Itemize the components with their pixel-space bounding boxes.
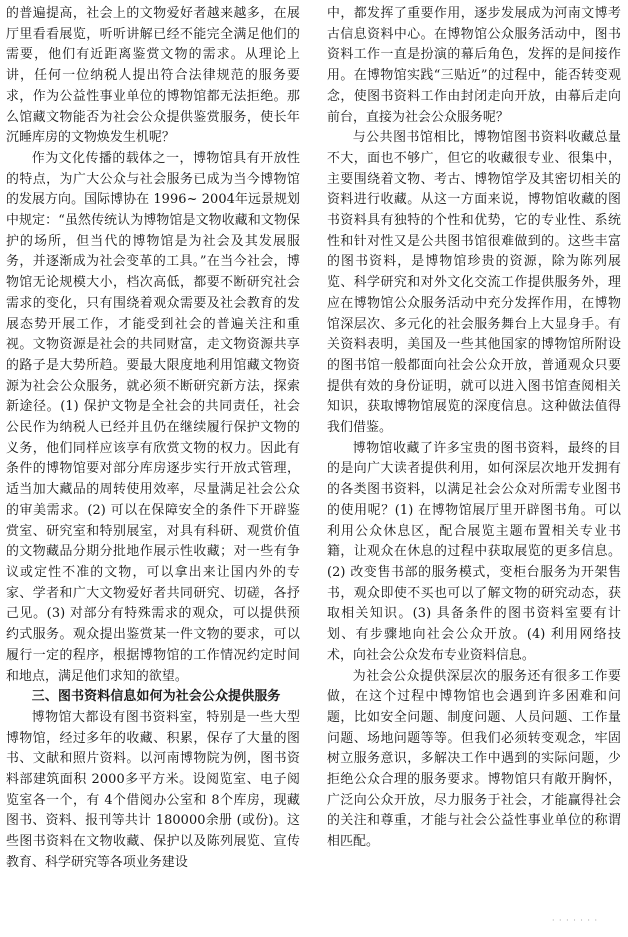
paragraph: 作为文化传播的载体之一，博物馆具有开放性的特点，为广大公众与社会服务已成为当今博物馆的发展方向。国际博协在 1996~ 2004年远景规划中规定：“虽然传统认为博物馆是文物收藏和文物保护的场所，但当代的博物馆是为社会及其发展服务，并逐渐成为社会变革的工具。”在当今社会，博物馆无论规模大小，档次高低，都要不断研究社会需求的变化，只有围绕着观众需要及社会教育的发展态势开展工作，才能受到社会的普遍关注和重视。文物资源是社会的共同财富，走文物资源共享的路子是大势所趋。要最大限度地利用馆藏文物资源为社会公众服务，就必须不断研究新方法，探索新途径。(1) 保护文物是全社会的共同责任，社会公民作为纳税人已经并且仍在继续履行保护文物的义务，他们同样应该享有欣赏文物的权力。因此有条件的博物馆要对部分库房逐步实行开放式管理，适当加大藏品的周转使用效率，尽量满足社会公众的审美需求。(2) 可以在保障安全的条件下开辟鉴赏室、研究室和特别展室，对具有科研、观赏价值的文物藏品分期分批地作展示性收藏；对一些有争议或定性不准的文物，可以拿出来让国内外的专家、学者和广大文物爱好者共同研究、切磋，各抒己见。(3) 对部分有特殊需求的观众，可以提供预约式服务。观众提出鉴赏某一件文物的要求，可以履行一定的程序，根据博物馆的工作情况约定时间和地点，满足他们求知的欲望。 [6, 150, 300, 684]
paragraph: 中，都发挥了重要作用，逐步发展成为河南文博考古信息资料中心。在博物馆公众服务活动中，图书资料工作一直是扮演的幕后角色，发挥的是间接作用。在博物馆实践“三贴近”的过程中，能否转变观念，使图书资料工作由封闭走向开放，由幕后走向前台，直接为社会公众服务呢？ [327, 6, 621, 125]
faint-footer-mark: · · · · · · · [551, 916, 598, 925]
paragraph: 博物馆大都设有图书资料室，特别是一些大型博物馆，经过多年的收藏、积累，保存了大量的图书、文献和照片资料。以河南博物院为例，图书资料部建筑面积 2000多平方米。设阅览室、电子阅览室各一个，有 4个借阅办公室和 8个库房，现藏图书、资料、报刊等共计 180000余册 (或份)。这些图书资料在文物收藏、保护以及陈列展览、宣传教育、科学研究等各项业务建设 [6, 709, 300, 870]
right-column [327, 4, 621, 853]
paragraph: 为社会公众提供深层次的服务还有很多工作要做，在这个过程中博物馆也会遇到许多困难和问题，比如安全问题、制度问题、人员问题、工作量问题、场地问题等等。但我们必须转变观念，牢固树立服务意识，多解决工作中遇到的实际问题，少拒绝公众合理的服务要求。博物馆只有敞开胸怀，广泛向公众开放，尽力服务于社会，才能赢得社会的关注和尊重，才能与社会公益性事业单位的称谓相匹配。 [327, 668, 621, 850]
left-column [6, 4, 300, 874]
paragraph: 博物馆收藏了许多宝贵的图书资料，最终的目的是向广大读者提供利用，如何深层次地开发拥有的各类图书资料，以满足社会公众对所需专业图书的使用呢？(1) 在博物馆展厅里开辟图书角。可以利用公众休息区，配合展览主题布置相关专业书籍，让观众在休息的过程中获取展览的更多信息。(2) 改变售书部的服务模式，变柜台服务为开架售书，观众即使不买也可以了解文物的研究动态，获取相关知识。(3) 具备条件的图书资料室要有计划、有步骤地向社会公众开放。(4) 利用网络技术，向社会公众发布专业资料信息。 [327, 440, 621, 663]
paragraph: 与公共图书馆相比，博物馆图书资料收藏总量不大，面也不够广，但它的收藏很专业、很集中，主要围绕着文物、考古、博物馆学及其密切相关的资料进行收藏。从这一方面来说，博物馆收藏的图书资料具有独特的个性和优势，它的专业性、系统性和针对性又是公共图书馆很难做到的。这些丰富的图书资料，是博物馆珍贵的资源，除为陈列展览、科学研究和对外文化交流工作提供服务外，理应在博物馆公众服务活动中充分发挥作用，在博物馆深层次、多元化的社会服务舞台上大显身手。有关资料表明，美国及一些其他国家的博物馆所附设的图书馆一般都面向社会公众开放，普通观众只要提供有效的身份证明，就可以进入图书馆查阅相关知识，获取博物馆展览的深度信息。这种做法值得我们借鉴。 [327, 130, 621, 436]
paragraph: 的普遍提高，社会上的文物爱好者越来越多，在展厅里看看展览，听听讲解已经不能完全满足他们的需要，他们有近距离鉴赏文物的需求。从理论上讲，任何一位纳税人提出符合法律规范的服务要求，作为公益性事业单位的博物馆都无法拒绝。那么馆藏文物能否为社会公众提供鉴赏服务，使长年沉睡库房的文物焕发生机呢？ [6, 6, 300, 146]
section-heading: 三、图书资料信息如何为社会公众提供服务 [31, 689, 281, 705]
